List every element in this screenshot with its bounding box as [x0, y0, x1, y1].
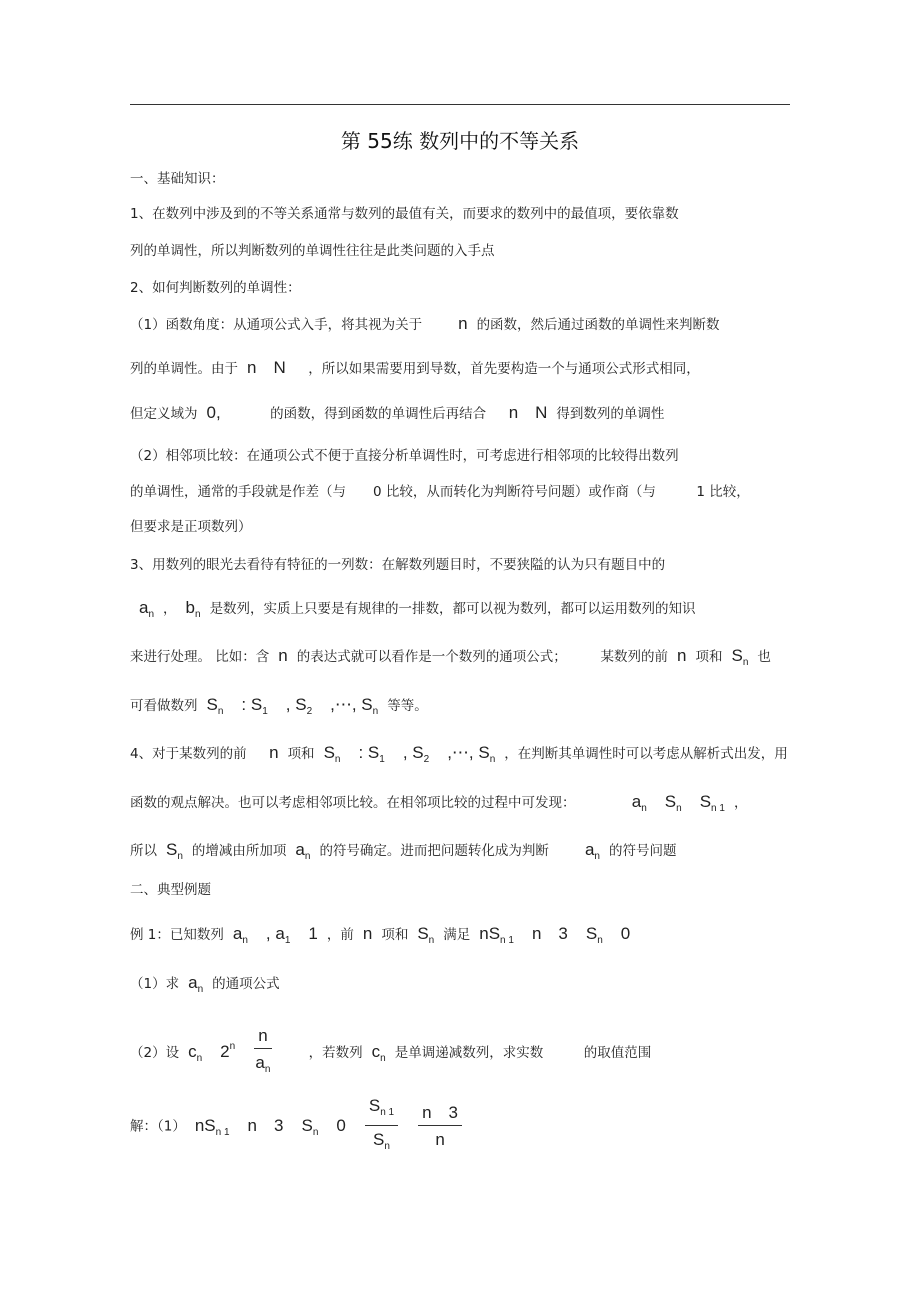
text-segment: 可看做数列: [130, 698, 198, 714]
math-subscript: n: [195, 609, 201, 620]
math-subscript: 1: [262, 706, 268, 717]
math-expression: $nS_{n 1}$: [194, 1115, 230, 1138]
text-segment: 2、如何判断数列的单调性：: [130, 280, 301, 296]
text-segment: 等等。: [387, 698, 428, 714]
text-segment: 的符号确定。进而把问题转化成为判断: [319, 843, 576, 859]
math-subscript: n: [196, 1053, 203, 1064]
math-expression: n N: [508, 403, 548, 422]
math-subscript: n: [242, 935, 248, 946]
text-line: [130, 695, 428, 722]
math-subscript: n: [428, 935, 435, 946]
text-line: [130, 169, 225, 189]
text-segment: 的函数，得到函数的单调性后再结合: [229, 406, 500, 422]
math-expression: $a_n$: [139, 598, 155, 620]
text-segment: 得到数列的单调性: [556, 406, 665, 422]
math-fraction: [254, 1026, 271, 1080]
math-subscript: n: [597, 935, 603, 946]
text-line: [130, 278, 301, 298]
text-segment: 的通项公式: [212, 976, 280, 992]
math-subscript: n: [384, 1141, 390, 1152]
text-segment: 项和: [287, 746, 315, 762]
fraction-numerator: $S_{n 1}$: [365, 1096, 398, 1126]
math-subscript: n: [217, 706, 224, 717]
text-segment: ，: [733, 795, 748, 811]
text-segment: 1、在数列中涉及到的不等关系通常与数列的最值有关，而要求的数列中的最值项，要依靠数: [130, 206, 679, 222]
math-subscript: n 1: [711, 803, 725, 814]
math-expression: $S_n$: [166, 840, 183, 862]
math-expression: $S_n$: [585, 924, 603, 946]
text-line: [130, 646, 771, 673]
text-line: [130, 598, 696, 625]
text-segment: 列的单调性，所以判断数列的单调性往往是此类问题的入手点: [130, 243, 495, 259]
fraction-denominator: n: [435, 1130, 445, 1149]
math-subscript: n 1: [215, 1126, 230, 1138]
math-expression: $a_n$: [232, 924, 248, 946]
math-subscript: n: [334, 754, 341, 765]
math-expression: n N: [247, 358, 286, 377]
fraction-numerator: n: [254, 1026, 271, 1049]
math-expression: : $S_1$: [241, 695, 268, 717]
text-line: [130, 792, 747, 819]
text-segment: ，前: [326, 927, 354, 943]
math-expression: ,⋯, $S_n$: [330, 695, 379, 717]
math-expression: $a_n$: [631, 792, 647, 814]
text-segment: 的符号问题: [608, 843, 677, 859]
math-subscript: n: [312, 1126, 319, 1138]
text-line: [130, 555, 665, 575]
text-segment: 的增减由所加项: [191, 843, 287, 859]
text-segment: 但要求是正项数列）: [130, 519, 252, 535]
math-expression: 0: [336, 1115, 346, 1135]
math-subscript: n: [304, 851, 311, 862]
text-segment: 所以: [130, 843, 157, 859]
fraction-denominator: $S_n$: [373, 1130, 390, 1152]
math-expression: $b_n$: [185, 598, 201, 620]
text-segment: ，若数列: [281, 1045, 363, 1061]
math-subscript: n: [264, 1064, 271, 1075]
text-line: [130, 446, 679, 466]
math-subscript: n: [372, 706, 379, 717]
math-expression: $S_n$: [731, 646, 749, 668]
text-segment: ，在判断其单调性时可以考虑从解析式出发，用: [504, 746, 788, 762]
page-title: 第 55练 数列中的不等关系: [340, 129, 580, 153]
math-superscript: n: [229, 1041, 236, 1052]
math-expression: n 3: [531, 924, 568, 943]
math-subscript: n: [742, 657, 749, 668]
math-expression: n: [278, 646, 288, 665]
math-subscript: n: [489, 754, 496, 765]
text-segment: 项和: [381, 927, 409, 943]
text-segment: （1）函数角度：从通项公式入手，将其视为关于: [130, 317, 450, 333]
math-subscript: 2: [306, 706, 313, 717]
text-segment: 例 1：已知数列: [130, 927, 224, 943]
text-segment: 函数的观点解决。也可以考虑相邻项比较。在相邻项比较的过程中可发现：: [130, 795, 623, 811]
math-expression: $a_n$: [188, 973, 204, 995]
text-segment: 列的单调性。由于: [130, 361, 238, 377]
text-segment: ，: [163, 601, 177, 617]
text-line: [130, 204, 679, 224]
text-line: [130, 1026, 651, 1080]
math-subscript: 1: [379, 754, 385, 765]
math-subscript: 1: [284, 935, 291, 946]
math-expression: $c_n$: [371, 1042, 386, 1064]
math-subscript: n 1: [380, 1107, 395, 1118]
text-segment: 是单调递减数列，求实数 的取值范围: [394, 1045, 652, 1061]
math-fraction: [365, 1096, 398, 1157]
text-line: [130, 517, 252, 537]
math-expression: n: [677, 646, 687, 665]
math-expression: 0,: [206, 403, 221, 422]
text-segment: 的函数，然后通过函数的单调性来判断数: [476, 317, 720, 333]
text-line: [130, 241, 495, 261]
text-line: [130, 1096, 472, 1157]
math-subscript: n: [380, 1053, 386, 1064]
math-expression: $a_n$: [584, 840, 600, 862]
math-expression: $nS_{n 1}$: [479, 924, 514, 946]
math-expression: $S_n$: [664, 792, 682, 814]
header-rule: [130, 104, 790, 105]
math-subscript: n: [148, 609, 155, 620]
text-line: [130, 403, 664, 424]
math-subscript: n: [676, 803, 682, 814]
text-segment: 是数列，实质上只要是有规律的一排数，都可以视为数列，都可以运用数列的知识: [209, 601, 696, 617]
math-subscript: 2: [423, 754, 430, 765]
math-expression: $S_n$: [301, 1115, 319, 1138]
text-segment: 但定义域为: [130, 406, 198, 422]
fraction-denominator: $a_n$: [255, 1053, 271, 1075]
math-expression: n: [362, 924, 373, 943]
text-line: [130, 314, 720, 335]
text-line: [130, 840, 676, 867]
text-segment: 一、基础知识：: [130, 171, 225, 187]
text-segment: （2）相邻项比较：在通项公式不便于直接分析单调性时，可考虑进行相邻项的比较得出数列: [130, 448, 679, 464]
math-expression: , $a_1$: [265, 924, 291, 946]
math-expression: $S_{n 1}$: [699, 792, 725, 814]
math-expression: n: [458, 314, 468, 333]
text-segment: 也: [757, 649, 771, 665]
text-line: [130, 482, 750, 502]
text-segment: 解：（1）: [130, 1118, 186, 1135]
text-segment: （1）求: [130, 976, 180, 992]
math-expression: $S_n$: [417, 924, 435, 946]
math-expression: n: [269, 743, 279, 762]
text-segment: 二、典型例题: [130, 882, 211, 898]
math-fraction: [418, 1103, 462, 1150]
math-expression: 1: [308, 924, 318, 943]
text-line: [130, 880, 211, 900]
text-segment: 来进行处理。 比如：含: [130, 649, 270, 665]
math-expression: 0: [620, 924, 631, 943]
text-line: [130, 924, 639, 951]
text-segment: 的表达式就可以看作是一个数列的通项公式； 某数列的前: [296, 649, 669, 665]
math-expression: , $S_2$: [285, 695, 313, 717]
text-line: [130, 358, 700, 379]
math-expression: ,⋯, $S_n$: [447, 743, 496, 765]
text-segment: 的单调性，通常的手段就是作差（与 0 比较，从而转化为判断符号问题）或作商（与 1 比较，: [130, 484, 750, 500]
math-expression: $S_n$: [323, 743, 341, 765]
math-expression: : $S_1$: [358, 743, 385, 765]
math-subscript: n: [197, 984, 204, 995]
math-subscript: n: [177, 851, 183, 862]
math-expression: , $S_2$: [402, 743, 430, 765]
math-expression: $S_n$: [206, 695, 224, 717]
text-segment: 4、对于某数列的前: [130, 746, 261, 762]
text-segment: 项和: [695, 649, 723, 665]
text-segment: （2）设: [130, 1045, 180, 1061]
math-subscript: n: [641, 803, 647, 814]
fraction-numerator: n 3: [418, 1103, 462, 1126]
math-subscript: n 1: [500, 935, 514, 946]
math-expression: $a_n$: [295, 840, 311, 862]
math-expression: $c_n$: [188, 1042, 203, 1064]
text-segment: 3、用数列的眼光去看待有特征的一列数：在解数列题目时，不要狭隘的认为只有题目中的: [130, 557, 666, 573]
math-subscript: n: [594, 851, 600, 862]
text-segment: 满足: [443, 927, 471, 943]
text-line: [130, 743, 788, 770]
math-expression: n 3: [247, 1115, 284, 1135]
text-line: [130, 973, 280, 1000]
math-expression: 2$^n$: [220, 1041, 236, 1061]
text-segment: ，所以如果需要用到导数，首先要构造一个与通项公式形式相同，: [294, 361, 700, 377]
